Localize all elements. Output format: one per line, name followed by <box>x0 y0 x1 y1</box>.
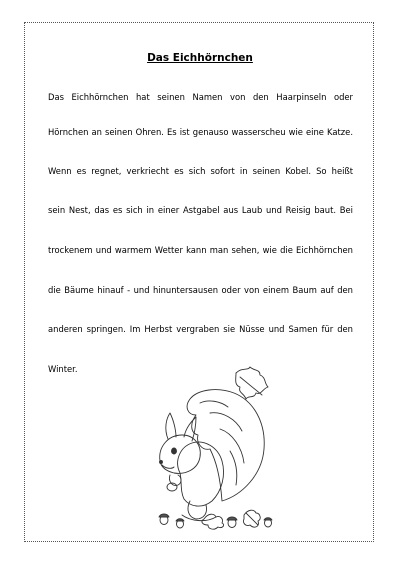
text-line-6: die Bäume hinauf - und hinuntersausen oder von einem Baum auf den <box>48 285 353 295</box>
squirrel-coloring-icon <box>150 363 282 533</box>
page-title: Das Eichhörnchen <box>147 52 253 64</box>
leaf-bottom <box>202 514 224 529</box>
text-line-4: sein Nest, das es sich in einer Astgabel aus Laub und Reisig baut. Bei <box>48 205 353 215</box>
squirrel-ear-left <box>166 413 176 439</box>
text-line-1: Das Eichhörnchen hat seinen Namen von den Haarpinseln oder <box>48 92 353 102</box>
text-line-7: anderen springen. Im Herbst vergraben sie Nüsse und Samen für den <box>48 324 353 334</box>
text-line-5: trockenem und warmem Wetter kann man sehen, wie die Eichhörnchen <box>48 245 353 255</box>
text-line-2: Hörnchen an seinen Ohren. Es ist genauso wasserscheu wie eine Katze. <box>48 127 353 137</box>
squirrel-ear-right <box>184 417 196 441</box>
text-line-3: Wenn es regnet, verkriecht es sich sofort in seinen Kobel. So heißt <box>48 166 353 176</box>
text-line-8: Winter. <box>48 364 78 374</box>
oak-leaf <box>236 367 268 399</box>
